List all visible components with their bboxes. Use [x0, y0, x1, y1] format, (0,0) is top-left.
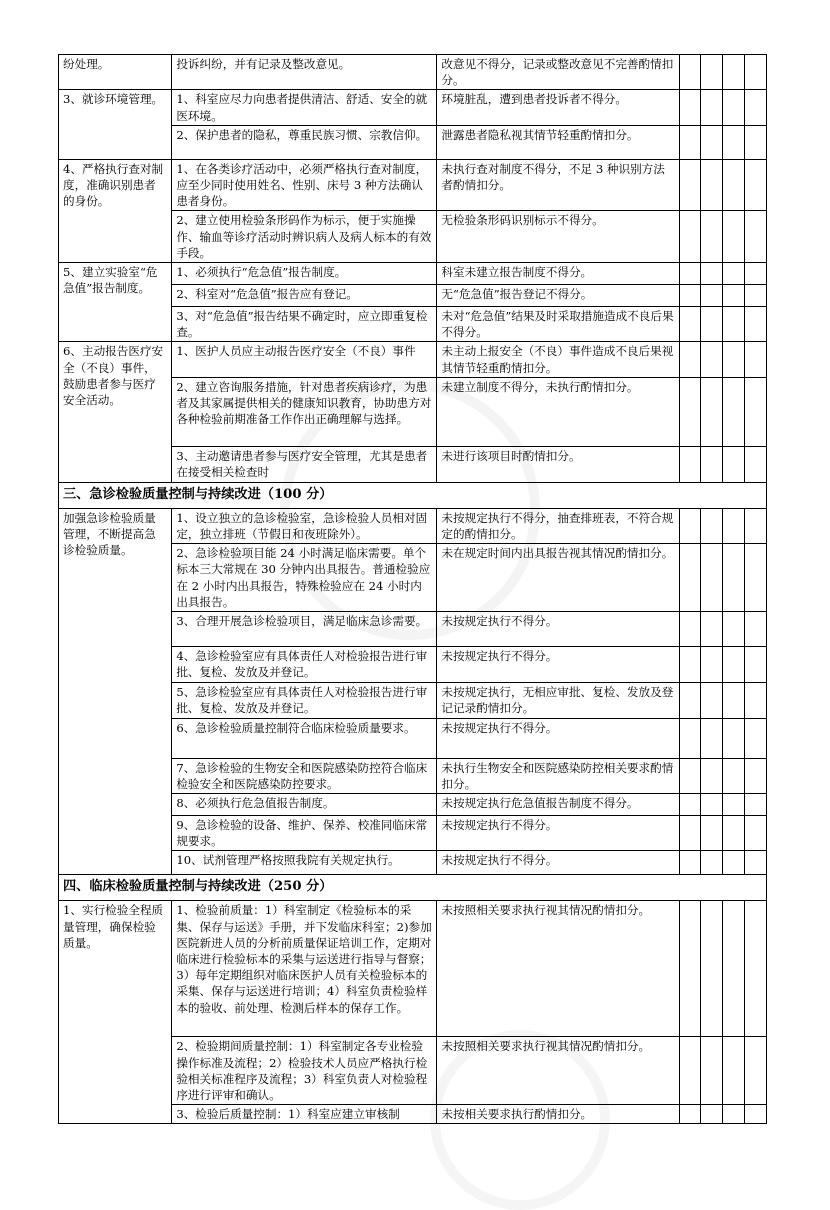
- score-cell: [679, 307, 701, 342]
- standard-cell: 7、急诊检验的生物安全和医院感染防控符合临床检验安全和医院感染防控要求。: [172, 758, 437, 793]
- evaluation-table: [58, 54, 767, 1124]
- deduction-cell: 无“危急值”报告登记不得分。: [437, 285, 679, 307]
- score-cell: [745, 90, 767, 125]
- score-cell: [679, 211, 701, 263]
- score-cell: [723, 377, 745, 446]
- score-cell: [701, 794, 723, 816]
- deduction-cell: 未按规定执行不得分，抽查排班表，不符合规定的酌情扣分。: [437, 508, 679, 543]
- table-row: [59, 508, 767, 543]
- score-cell: [701, 307, 723, 342]
- score-cell: [679, 159, 701, 211]
- standard-cell: 4、急诊检验室应有具体责任人对检验报告进行审批、复检、发放及并登记。: [172, 647, 437, 682]
- standard-cell: 3、对“危急值”报告结果不确定时，应立即重复检查。: [172, 307, 437, 342]
- score-cell: [701, 263, 723, 285]
- deduction-cell: 未按规定执行不得分。: [437, 612, 679, 647]
- score-cell: [745, 682, 767, 718]
- score-cell: [679, 901, 701, 1037]
- deduction-cell: 未按规定执行不得分。: [437, 718, 679, 758]
- score-cell: [723, 285, 745, 307]
- score-cell: [745, 851, 767, 875]
- score-cell: [723, 544, 745, 612]
- score-cell: [701, 55, 723, 90]
- standard-cell: 1、设立独立的急诊检验室，急诊检验人员相对固定，独立排班（节假日和夜班除外）。: [172, 508, 437, 543]
- score-cell: [679, 682, 701, 718]
- score-cell: [745, 307, 767, 342]
- deduction-cell: 未按照相关要求执行视其情况酌情扣分。: [437, 901, 679, 1037]
- deduction-cell: 未按规定执行，无相应审批、复检、发放及登记记录酌情扣分。: [437, 682, 679, 718]
- score-cell: [701, 682, 723, 718]
- score-cell: [723, 851, 745, 875]
- deduction-cell: 环境脏乱，遭到患者投诉者不得分。: [437, 90, 679, 125]
- score-cell: [745, 612, 767, 647]
- deduction-cell: 改意见不得分，记录或整改意见不完善酌情扣分。: [437, 55, 679, 90]
- score-cell: [701, 1105, 723, 1124]
- score-cell: [701, 211, 723, 263]
- score-cell: [723, 1105, 745, 1124]
- standard-cell: 1、检验前质量：1）科室制定《检验标本的采集、保存与运送》手册，并下发临床科室；2)参加医院新进人员的分析前质量保证培训工作，定期对临床进行检验标本的采集与运送进行指导与督察；3）每年定期组织对临床医护人员有关检验标本的采集、保存与运送进行培训；4）科室负责检验样本的验收、前处理、检测后样本的保存工作。: [172, 901, 437, 1037]
- score-cell: [745, 377, 767, 446]
- score-cell: [745, 446, 767, 482]
- score-cell: [723, 758, 745, 793]
- section-row: [59, 482, 767, 508]
- standard-cell: 1、必须执行“危急值”报告制度。: [172, 263, 437, 285]
- score-cell: [723, 901, 745, 1037]
- score-cell: [701, 758, 723, 793]
- deduction-cell: 未按规定执行危急值报告制度不得分。: [437, 794, 679, 816]
- item-cell: 3、就诊环境管理。: [59, 90, 172, 159]
- standard-cell: 8、必须执行危急值报告制度。: [172, 794, 437, 816]
- score-cell: [745, 508, 767, 543]
- score-cell: [701, 851, 723, 875]
- score-cell: [679, 55, 701, 90]
- score-cell: [723, 508, 745, 543]
- score-cell: [701, 90, 723, 125]
- score-cell: [701, 1037, 723, 1105]
- score-cell: [701, 159, 723, 211]
- score-cell: [723, 718, 745, 758]
- score-cell: [723, 816, 745, 851]
- table-row: [59, 90, 767, 125]
- deduction-cell: 未在规定时间内出具报告视其情况酌情扣分。: [437, 544, 679, 612]
- score-cell: [745, 544, 767, 612]
- score-cell: [679, 647, 701, 682]
- score-cell: [745, 211, 767, 263]
- score-cell: [701, 544, 723, 612]
- standard-cell: 3、主动邀请患者参与医疗安全管理，尤其是患者在接受相关检查时: [172, 446, 437, 482]
- score-cell: [723, 55, 745, 90]
- score-cell: [723, 794, 745, 816]
- deduction-cell: 未执行查对制度不得分，不足 3 种识别方法者酌情扣分。: [437, 159, 679, 211]
- score-cell: [745, 1105, 767, 1124]
- score-cell: [679, 758, 701, 793]
- deduction-cell: 未主动上报安全（不良）事件造成不良后果视其情节轻重酌情扣分。: [437, 342, 679, 377]
- table-row: [59, 901, 767, 1037]
- score-cell: [745, 794, 767, 816]
- score-cell: [701, 612, 723, 647]
- section-heading: 三、急诊检验质量控制与持续改进（100 分）: [59, 482, 767, 508]
- score-cell: [701, 125, 723, 159]
- standard-cell: 2、科室对“危急值”报告应有登记。: [172, 285, 437, 307]
- deduction-cell: 科室未建立报告制度不得分。: [437, 263, 679, 285]
- score-cell: [679, 285, 701, 307]
- item-cell: 1、实行检验全程质量管理，确保检验质量。: [59, 901, 172, 1124]
- score-cell: [723, 682, 745, 718]
- score-cell: [701, 647, 723, 682]
- score-cell: [723, 90, 745, 125]
- standard-cell: 9、急诊检验的设备、维护、保养、校准同临床常规要求。: [172, 816, 437, 851]
- item-cell: 4、严格执行查对制度，准确识别患者的身份。: [59, 159, 172, 262]
- deduction-cell: 未按规定执行不得分。: [437, 816, 679, 851]
- score-cell: [679, 816, 701, 851]
- score-cell: [745, 55, 767, 90]
- score-cell: [679, 612, 701, 647]
- score-cell: [701, 718, 723, 758]
- score-cell: [745, 1037, 767, 1105]
- score-cell: [745, 647, 767, 682]
- standard-cell: 10、试剂管理严格按照我院有关规定执行。: [172, 851, 437, 875]
- score-cell: [701, 377, 723, 446]
- section-heading: 四、临床检验质量控制与持续改进（250 分）: [59, 875, 767, 901]
- table-row: [59, 159, 767, 211]
- standard-cell: 1、科室应尽力向患者提供清洁、舒适、安全的就医环境。: [172, 90, 437, 125]
- score-cell: [701, 901, 723, 1037]
- standard-cell: 5、急诊检验室应有具体责任人对检验报告进行审批、复检、发放及并登记。: [172, 682, 437, 718]
- score-cell: [745, 285, 767, 307]
- item-cell: 6、主动报告医疗安全（不良）事件，鼓励患者参与医疗安全活动。: [59, 342, 172, 482]
- score-cell: [745, 718, 767, 758]
- table-row: [59, 342, 767, 377]
- deduction-cell: 未进行该项目时酌情扣分。: [437, 446, 679, 482]
- score-cell: [679, 544, 701, 612]
- deduction-cell: 未按规定执行不得分。: [437, 851, 679, 875]
- score-cell: [679, 718, 701, 758]
- standard-cell: 1、在各类诊疗活动中，必须严格执行查对制度，应至少同时使用姓名、性别、床号 3 种方法确认患者身份。: [172, 159, 437, 211]
- deduction-cell: 未按规定执行不得分。: [437, 647, 679, 682]
- score-cell: [723, 159, 745, 211]
- standard-cell: 3、检验后质量控制：1）科室应建立审核制: [172, 1105, 437, 1124]
- score-cell: [723, 1037, 745, 1105]
- score-cell: [745, 263, 767, 285]
- score-cell: [679, 1037, 701, 1105]
- score-cell: [723, 612, 745, 647]
- score-cell: [679, 851, 701, 875]
- page: [58, 54, 767, 1124]
- score-cell: [679, 125, 701, 159]
- score-cell: [679, 1105, 701, 1124]
- item-cell: 纷处理。: [59, 55, 172, 90]
- score-cell: [745, 816, 767, 851]
- score-cell: [679, 90, 701, 125]
- deduction-cell: 未建立制度不得分，未执行酌情扣分。: [437, 377, 679, 446]
- score-cell: [723, 342, 745, 377]
- score-cell: [701, 285, 723, 307]
- standard-cell: 1、医护人员应主动报告医疗安全（不良）事件: [172, 342, 437, 377]
- item-cell: 加强急诊检验质量管理，不断提高急诊检验质量。: [59, 508, 172, 875]
- deduction-cell: 未对“危急值”结果及时采取措施造成不良后果不得分。: [437, 307, 679, 342]
- deduction-cell: 未按相关要求执行酌情扣分。: [437, 1105, 679, 1124]
- score-cell: [701, 446, 723, 482]
- score-cell: [679, 508, 701, 543]
- table-row: [59, 55, 767, 90]
- score-cell: [723, 647, 745, 682]
- score-cell: [723, 263, 745, 285]
- table-row: [59, 263, 767, 285]
- score-cell: [723, 125, 745, 159]
- score-cell: [679, 377, 701, 446]
- score-cell: [679, 446, 701, 482]
- score-cell: [701, 342, 723, 377]
- standard-cell: 3、合理开展急诊检验项目，满足临床急诊需要。: [172, 612, 437, 647]
- deduction-cell: 未执行生物安全和医院感染防控相关要求酌情扣分。: [437, 758, 679, 793]
- section-row: [59, 875, 767, 901]
- standard-cell: 2、建立使用检验条形码作为标示，便于实施操作、输血等诊疗活动时辨识病人及病人标本的有效手段。: [172, 211, 437, 263]
- score-cell: [745, 125, 767, 159]
- score-cell: [723, 307, 745, 342]
- deduction-cell: 泄露患者隐私视其情节轻重酌情扣分。: [437, 125, 679, 159]
- score-cell: [679, 342, 701, 377]
- score-cell: [745, 758, 767, 793]
- score-cell: [679, 263, 701, 285]
- score-cell: [701, 508, 723, 543]
- score-cell: [723, 446, 745, 482]
- score-cell: [723, 211, 745, 263]
- score-cell: [745, 159, 767, 211]
- score-cell: [701, 816, 723, 851]
- standard-cell: 投诉纠纷，并有记录及整改意见。: [172, 55, 437, 90]
- deduction-cell: 无检验条形码识别标示不得分。: [437, 211, 679, 263]
- standard-cell: 2、急诊检验项目能 24 小时满足临床需要。单个标本三大常规在 30 分钟内出具报告。普通检验应在 2 小时内出具报告，特殊检验应在 24 小时内出具报告。: [172, 544, 437, 612]
- deduction-cell: 未按照相关要求执行视其情况酌情扣分。: [437, 1037, 679, 1105]
- standard-cell: 2、建立咨询服务措施，针对患者疾病诊疗，为患者及其家属提供相关的健康知识教育，协助患方对各种检验前期准备工作作出正确理解与选择。: [172, 377, 437, 446]
- item-cell: 5、建立实验室“危急值”报告制度。: [59, 263, 172, 342]
- standard-cell: 2、保护患者的隐私，尊重民族习惯、宗教信仰。: [172, 125, 437, 159]
- score-cell: [679, 794, 701, 816]
- standard-cell: 2、检验期间质量控制：1）科室制定各专业检验操作标准及流程；2）检验技术人员应严格执行检验相关标准程序及流程；3）科室负责人对检验程序进行评审和确认。: [172, 1037, 437, 1105]
- standard-cell: 6、急诊检验质量控制符合临床检验质量要求。: [172, 718, 437, 758]
- score-cell: [745, 342, 767, 377]
- score-cell: [745, 901, 767, 1037]
